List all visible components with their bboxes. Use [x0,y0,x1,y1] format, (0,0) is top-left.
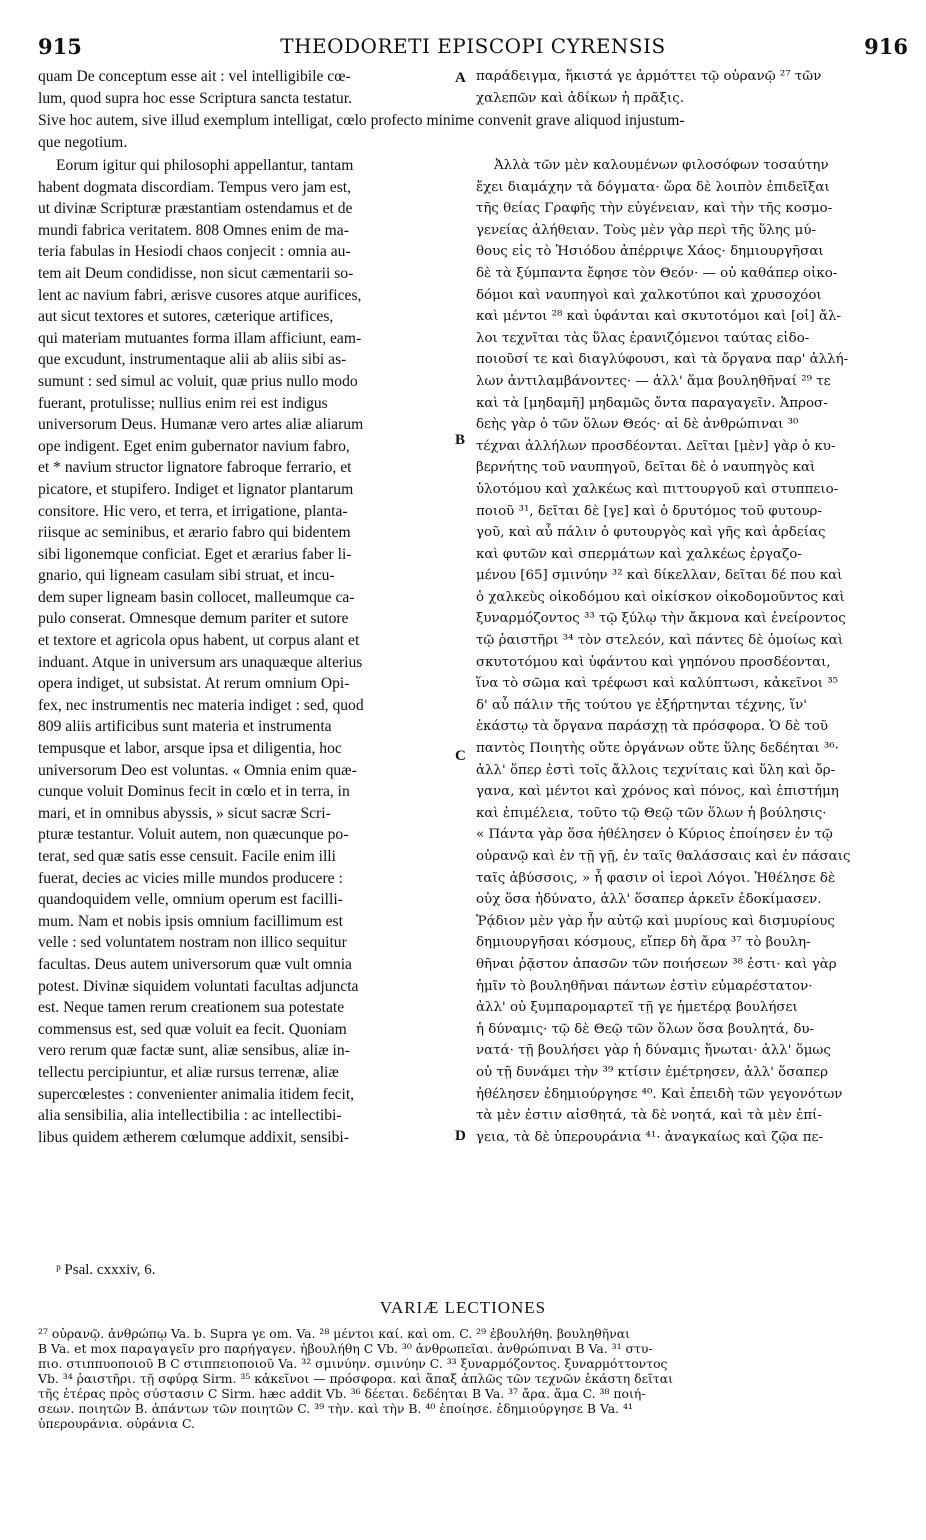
text-line: ut divinæ Scripturæ præstantiam ostendamus et de [38,200,353,218]
text-line: ὁ χαλκεὺς οἰκοδόμου καὶ οἰκίσκον οἰκοδομοῦντος καὶ [476,589,845,605]
text-line: universorum Deus. Humanæ vero artes aliæ aliarum [38,416,364,434]
text-line: καὶ φυτῶν καὶ σπερμάτων καὶ χαλκέως ἐργαζο- [476,546,802,562]
margin-letter-b: B [455,432,466,448]
text-line: consitore. Hic vero, et terra, et irrigatione, planta- [38,502,348,520]
margin-letter-d: D [455,1128,466,1144]
bridge-text [38,110,906,153]
text-line: universorum Deo est voluntas. « Omnia enim quæ- [38,761,357,779]
text-line: « Πάντα γὰρ ὅσα ἠθέλησεν ὁ Κύριος ἐποίησεν ἐν τῷ [476,827,833,843]
margin-letter-c: C [455,748,466,764]
text-line: que excudunt, instrumentaque alii ab aliis sibi as- [38,351,347,369]
text-line: οὐ τῇ δυνάμει τὴν ³⁹ κτίσιν ἐμέτρησεν, ἀλλ' ὅσαπερ [476,1064,828,1080]
text-line: gnario, qui ligneam casulam sibi struat, et incu- [38,567,335,585]
text-line: et textore et agricola opus habent, ut corpus alant et [38,632,360,650]
text-line: sumunt : sed simul ac voluit, quæ prius nullo modo [38,372,358,390]
text-line: ἵνα τὸ σῶμα καὶ τρέφωσι καὶ καλύπτωσι, κἀκεῖνοι ³⁵ [476,676,838,692]
text-line: habent dogmata discordiam. Tempus vero jam est, [38,178,352,196]
text-line: δὲ τὰ ξύμπαντα ἔφησε τὸν Θεόν· — οὐ καθάπερ οἰκο- [476,265,838,281]
text-line: vero rerum quæ factæ sunt, aliæ sensibus, aliæ in- [38,1042,350,1060]
text-line: τέχναι ἀλλήλων προσδέονται. Δεῖται [μὲν] γὰρ ὁ κυ- [476,438,836,454]
variant-readings [38,1326,906,1431]
text-line: Ἀλλὰ τῶν μὲν καλουμένων φιλοσόφων τοσαύτην [494,158,829,173]
text-line: ²⁷ οὐρανῷ. ἀνθρώπῳ Va. b. Supra γε om. Va. ²⁸ μέντοι καί. καὶ om. C. ²⁹ ἐβουλήθη. βουληθῆναι [38,1326,630,1341]
text-line: mari, et in omnibus abyssis, » sicut sacræ Scri- [38,804,331,822]
text-line: τὰ μὲν ἐστιν αἰσθητά, τὰ δὲ νοητά, καὶ τὰ μὲν ἐπί- [476,1108,822,1124]
text-line: commensus est, sed quæ voluit ea fecit. Quoniam [38,1020,347,1038]
text-line: τῆς θείας Γραφῆς τὴν εὐγένειαν, καὶ τὴν τῆς κοσμο- [476,201,833,217]
text-line: ἡ δύναμις· τῷ δὲ Θεῷ τῶν ὅλων ὅσα βουλητά, δυ- [476,1021,815,1037]
text-line: lum, quod supra hoc esse Scriptura sancta testatur. [38,89,352,107]
text-line: Sive hoc autem, sive illud exemplum intelligat, cœlo profecto minime convenit grave aliquod injustum- [38,112,685,129]
text-line: καὶ τὰ [μηδαμῆ] μηδαμῶς ὄντα παραγαγεῖν. Ἀπροσ- [476,395,828,411]
page-number-left: 915 [38,34,82,59]
text-line: δόμοι καὶ ναυπηγοὶ καὶ χαλκοτύποι καὶ χρυσοχόοι [476,287,822,303]
text-line: tellectu percipiuntur, et aliæ rursus terrenæ, aliæ [38,1063,339,1081]
text-line: Vb. ³⁴ ῥαιστῆρι. τῇ σφύρᾳ Sirm. ³⁵ κἀκεῖνοι — πρόσφορα. καὶ ἅπαξ ἁπλῶς τῶν τεχνῶν ἑκάστη δεῖται [38,1371,673,1386]
text-line: fex, nec instrumentis nec materia indiget : sed, quod [38,696,364,714]
text-line: ἠθέλησεν ἐδημιούργησε ⁴⁰. Καὶ ἐπειδὴ τῶν γεγονότων [476,1086,843,1102]
text-line: ἀλλ' ὅπερ ἐστὶ τοῖς ἄλλοις τεχνίταις καὶ ὕλη καὶ ὄρ- [476,762,836,778]
text-line: ἑκάστῳ τὰ ὄργανα παράσχῃ τὰ πρόσφορα. Ὁ δὲ τοῦ [476,719,829,735]
text-line: ἀλλ' οὐ ξυμπαρομαρτεῖ τῇ γε ἡμετέρᾳ βουλήσει [476,1000,798,1016]
text-line: qui materiam mutuantes forma illam afficiunt, eam- [38,329,362,347]
running-title: THEODORETI EPISCOPI CYRENSIS [280,34,666,58]
text-line: dem super ligneam basin collocet, malleumque ca- [38,588,355,606]
text-line: sibi ligonemque conficiat. Eget et ærarius faber li- [38,545,352,563]
text-line: cunque voluit Dominus fecit in cœlo et in terra, in [38,783,350,801]
text-line: ἔχει διαμάχην τὰ δόγματα· ὥρα δὲ λοιπὸν ἐπιδεῖξαι [476,179,830,195]
text-line: velle : sed voluntatem nostram non illico sequitur [38,934,347,952]
text-line: νατά· τῇ βουλήσει γὰρ ἡ δύναμις ἥνωται· ἀλλ' ὅμως [476,1043,831,1059]
text-line: πιο. στιππυοποιοῦ B C στιππειοποιοῦ Va. ³² σμινύην. σμινύην C. ³³ ξυναρμόζοντος. ξυναρμόττοντος [38,1356,668,1371]
text-line: teria fabulas in Hesiodi chaos conjecit : omnia au- [38,243,351,261]
text-line: supercœlestes : convenienter animalia itidem fecit, [38,1085,355,1103]
text-line: μένου [65] σμινύην ³² καὶ δίκελλαν, δεῖται δέ που καὶ [476,568,843,584]
text-line: ποιοῦ ³¹, δεῖται δὲ [γε] καὶ ὁ δρυτόμος τοῦ φυτουρ- [476,503,822,519]
text-line: lent ac navium fabri, ærisve cusores atque aurifices, [38,286,362,304]
text-line: ποιοῦσί τε καὶ διαγλύφουσι, καὶ τὰ ὄργανα παρ' ἀλλή- [476,352,849,368]
text-line: facultas. Deus autem universorum quæ vult omnia [38,955,352,973]
text-line: οὐχ ὅσα ἠδύνατο, ἀλλ' ὅσαπερ ἀρκεῖν ἐδοκίμασεν. [476,892,822,908]
text-line: B Va. et mox παραγαγεῖν pro παρήγαγεν. ἠβουλήθη C Vb. ³⁰ ἀνθρωπεῖαι. ἀνθρώπιναι B Va. ³¹ στυ- [38,1341,653,1356]
text-line: δεὴς γὰρ ὁ τῶν ὅλων Θεός· αἱ δὲ ἀνθρώπιναι ³⁰ [476,417,799,433]
text-line: fuerat, decies ac vicies mille mundos producere : [38,869,343,887]
text-line: παντὸς Ποιητὴς οὔτε ὀργάνων οὔτε ὕλης δεδέηται ³⁶· [476,741,839,757]
text-line: γοῦ, καὶ αὖ πάλιν ὁ φυτουργὸς καὶ γῆς καὶ ἀρδείας [476,525,826,541]
greek-column [476,155,906,1148]
page-number-right: 916 [864,34,908,59]
text-line: βερνήτης τοῦ ναυπηγοῦ, δεῖται δὲ ὁ ναυπηγὸς καὶ [476,460,816,476]
text-line: que negotium. [38,133,128,151]
text-line: tem ait Deum condidisse, non sicut cæmentarii so- [38,264,354,282]
text-line: οὐρανῷ καὶ ἐν τῇ γῇ, ἐν ταῖς θαλάσσαις καὶ ἐν πάσαις [476,849,851,864]
text-line: induant. Atque in universum ars unaquæque alterius [38,653,363,671]
text-line: opera indiget, ut subsistat. At rerum omnium Opi- [38,675,350,693]
text-line: aut sicut textores et sutores, cæterique artifices, [38,308,334,326]
text-line: et * navium structor lignatore fabroque ferrario, et [38,459,352,477]
text-line: terat, sed quæ satis esse censuit. Facile enim illi [38,848,336,865]
text-line: quandoquidem velle, omnium operum est facilli- [38,891,343,909]
text-line: θῆναι ῥᾷστον ἁπασῶν τῶν ποιήσεων ³⁸ ἐστι· καὶ γὰρ [476,956,837,972]
latin-column [38,155,450,1148]
greek-top [476,66,906,109]
text-line: ἡμῖν τὸ βουληθῆναι πάντων ἐστὶν εὐμαρέστατον· [476,978,813,994]
running-header [38,34,908,64]
text-line: Ῥᾴδιον μὲν γὰρ ἦν αὐτῷ καὶ μυρίους καὶ δισμυρίους [476,913,835,929]
text-line: ξυναρμόζοντος ³³ τῷ ξύλῳ τὴν ἄκμονα καὶ ἐνείροντος [476,611,846,627]
text-line: ὑπερουράνια. οὐράνια C. [38,1416,195,1431]
text-line: alia sensibilia, alia intellectibilia : ac intellectibi- [38,1107,342,1125]
text-line: τῆς ἑτέρας πρὸς σύστασιν C Sirm. hæc addit Vb. ³⁶ δέεται. δεδέηται B Va. ³⁷ ἄρα. ἅμα C. ³⁸ ποιή- [38,1386,646,1401]
text-line: 809 aliis artificibus sunt materia et instrumenta [38,718,332,736]
text-line: σκυτοτόμου καὶ ὑφάντου καὶ γηπόνου προσδέονται, [476,654,831,670]
varia-title: VARIÆ LECTIONES [379,1298,547,1317]
footnote: ᵖ Psal. cxxxiv, 6. [56,1262,156,1278]
text-line: γεια, τὰ δὲ ὑπερουράνια ⁴¹· ἀναγκαίως καὶ ζῷα πε- [476,1129,823,1145]
text-line: τῷ ῥαιστῆρι ³⁴ τὸν στελεόν, καὶ πάντες δὲ ὁμοίως καὶ [476,633,844,649]
text-line: picatore, et stupifero. Indiget et lignator plantarum [38,480,354,498]
text-line: pturæ testantur. Voluit autem, non quæcunque po- [38,826,349,844]
text-line: ὑλοτόμου καὶ χαλκέως καὶ πιττουργοῦ καὶ στυππειο- [476,481,839,497]
text-line: potest. Divinæ siquidem voluntati facultas adjuncta [38,977,359,995]
text-line: γενείας ἀλήθειαν. Τοὺς μὲν γὰρ περὶ τῆς ὕλης μύ- [476,222,816,238]
text-line: σεων. ποιητῶν B. ἁπάντων τῶν ποιητῶν C. ³⁹ τὴν. καὶ τὴν B. ⁴⁰ ἐποίησε. ἐδημιούργησε B Va. ⁴¹ [38,1401,633,1416]
text-line: fuerant, protulisse; nullius enim rei est indigus [38,394,328,412]
text-line: est. Neque tamen rerum creationem sua potestate [38,999,345,1017]
text-line: Eorum igitur qui philosophi appellantur, tantam [56,157,354,174]
text-line: quam De conceptum esse ait : vel intelligibile cœ- [38,68,351,85]
text-line: λοι τεχνῖται τὰς ὕλας ἐρανιζόμενοι ταύτας εἰδο- [476,330,810,346]
text-line: λων ἀντιλαμβάνοντες· — ἀλλ' ἅμα βουληθῆναί ²⁹ τε [476,373,831,389]
text-line: tempusque et labor, arsque ipsa et diligentia, hoc [38,740,342,758]
margin-letter-a: A [455,70,466,86]
latin-top [38,66,450,109]
text-line: δ' αὖ πάλιν τῆς τούτου γε ἐξήρτηνται τέχνης, ἵν' [476,697,807,713]
text-line: ταῖς ἀβύσσοις, » ἦ φασιν οἱ ἱεροὶ Λόγοι. Ἠθέλησε δὲ [476,870,836,886]
text-line: libus quidem ætherem cœlumque addixit, sensibi- [38,1128,349,1146]
text-line: καὶ ἐπιμέλεια, τοῦτο τῷ Θεῷ τῶν ὅλων ἡ βούλησις· [476,805,827,821]
text-line: mundi fabrica veritatem. 808 Omnes enim de ma- [38,221,349,239]
text-line: θους εἰς τὸ Ἡσιόδου ἀπέρριψε Χάος· δημιουργῆσαι [476,244,824,260]
text-line: mum. Nam et nobis ipsis omnium facillimum est [38,912,343,930]
text-line: χαλεπῶν καὶ ἀδίκων ἡ πρᾶξις. [476,90,685,106]
text-line: pulo conserat. Omnesque demum pariter et sutore [38,610,349,628]
text-line: γανα, καὶ μέντοι καὶ χρόνος καὶ πόνος, καὶ ἐπιστήμη [476,784,839,800]
text-line: ope indigent. Eget enim gubernator navium fabro, [38,437,350,455]
text-line: παράδειγμα, ἥκιστά γε ἁρμόττει τῷ οὐρανῷ ²⁷ τῶν [476,69,822,84]
text-line: δημιουργῆσαι κόσμους, εἴπερ δὴ ἄρα ³⁷ τὸ βουλη- [476,935,811,951]
text-line: καὶ μέντοι ²⁸ καὶ ὑφάνται καὶ σκυτοτόμοι καὶ [οἱ] ἄλ- [476,309,842,325]
text-line: riisque ac seminibus, et ærario fabro qui bidentem [38,524,351,542]
